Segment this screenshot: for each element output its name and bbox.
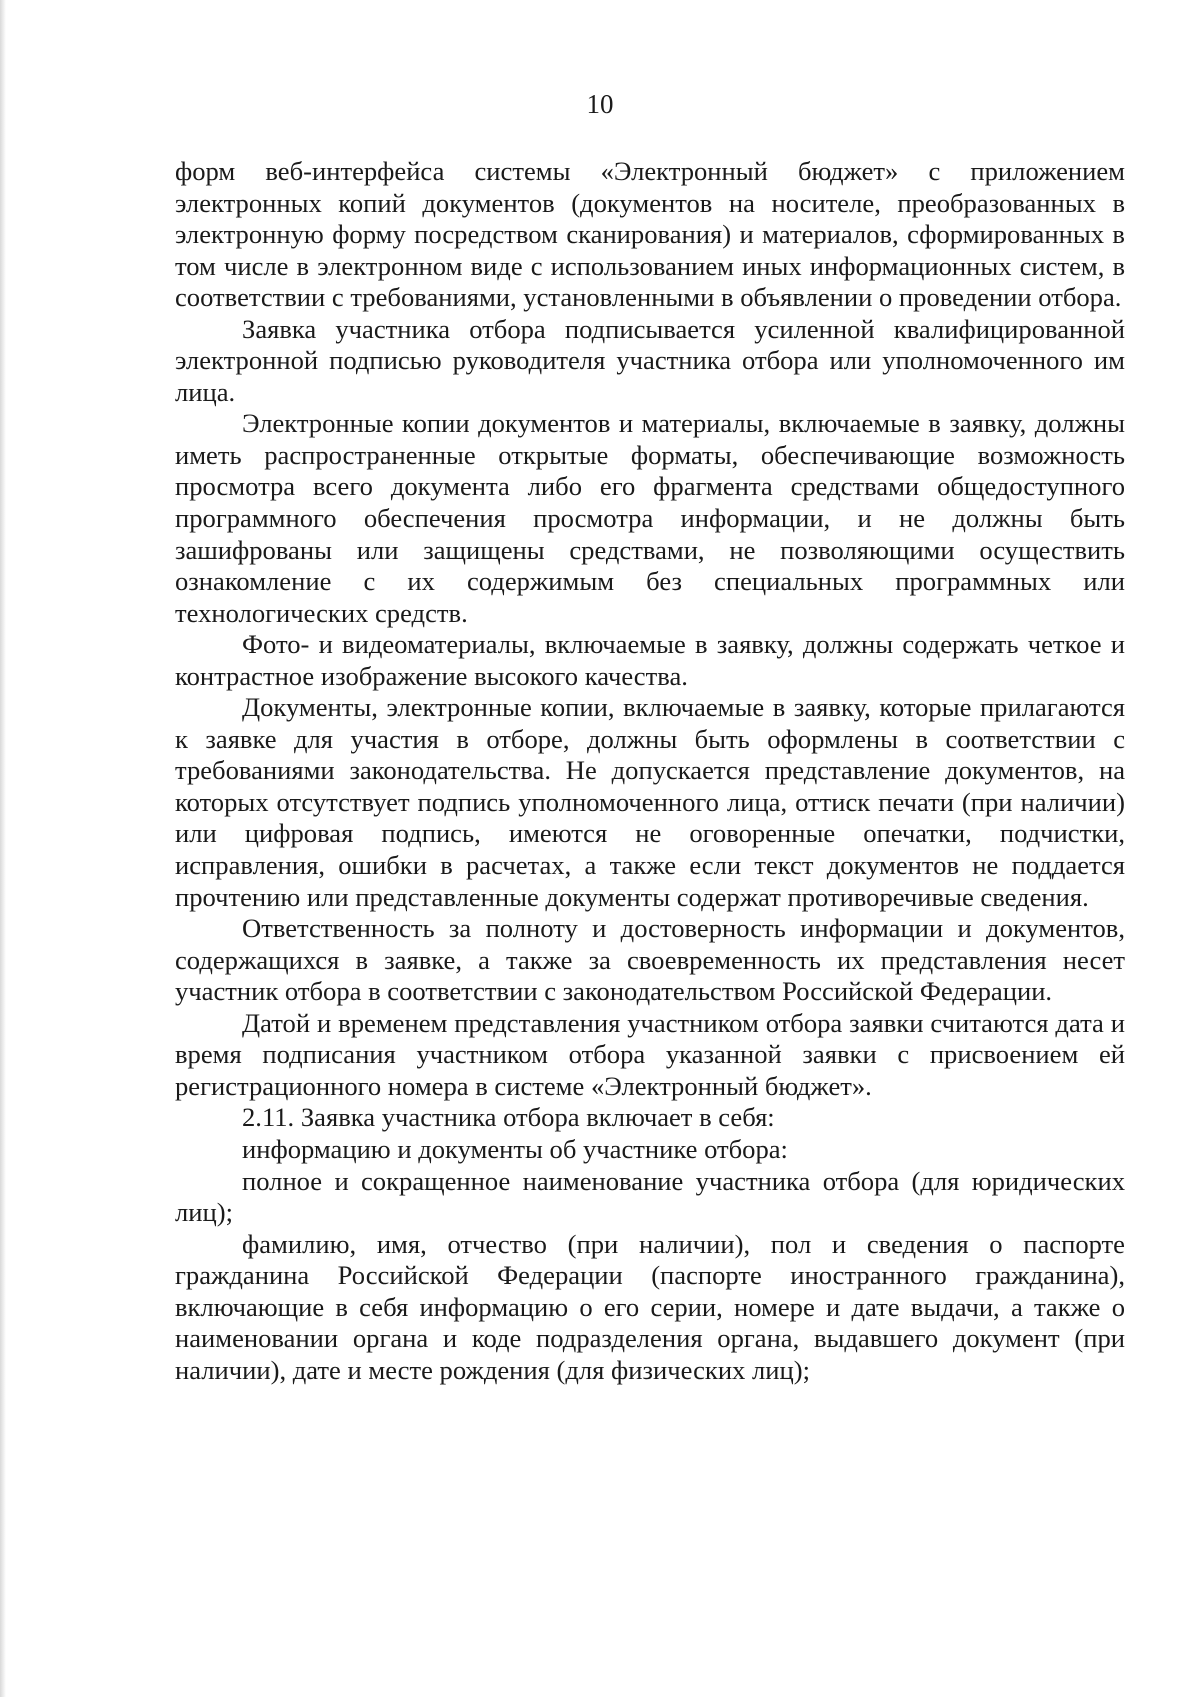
paragraph-participant-info: информацию и документы об участнике отбора: (242, 1133, 788, 1164)
paragraph-individual-passport: фамилию, имя, отчество (при наличии), пол и сведения о паспорте гражданина Российской Федерации (паспорте иностранного гражданина), включающие в себя информацию о его серии, номере и дате выдачи, а также о наименовании органа и коде подразделения органа, выдавшего документ (при наличии), дате и месте рождения (для физических лиц); (175, 1228, 1125, 1385)
document-body (175, 156, 1125, 1386)
paragraph-signature: Заявка участника отбора подписывается усиленной квалифицированной электронной подписью руководителя участника отбора или уполномоченного им лица. (175, 313, 1125, 407)
paragraph-legal-entity-name: полное и сокращенное наименование участника отбора (для юридических лиц); (175, 1165, 1125, 1228)
paragraph-electronic-copies: Электронные копии документов и материалы, включаемые в заявку, должны иметь распространенные открытые форматы, обеспечивающие возможность просмотра всего документа либо его фрагмента средствами общедоступного программного обеспечения просмотра информации, и не должны быть зашифрованы или защищены средствами, не позволяющими осуществить ознакомление с их содержимым без специальных программных или технологических средств. (175, 408, 1125, 628)
scan-edge-shadow (0, 0, 6, 1697)
paragraph-continuation: форм веб-интерфейса системы «Электронный бюджет» с приложением электронных копий документов (документов на носителе, преобразованных в электронную форму посредством сканирования) и материалов, сформированных в том числе в электронном виде с использованием иных информационных систем, в соответствии с требованиями, установленными в объявлении о проведении отбора. (175, 156, 1125, 313)
paragraph-photo-video: Фото- и видеоматериалы, включаемые в заявку, должны содержать четкое и контрастное изображение высокого качества. (175, 629, 1125, 691)
paragraph-section-2-11: 2.11. Заявка участника отбора включает в себя: (242, 1102, 775, 1133)
page-number: 10 (586, 89, 614, 119)
paragraph-documents-requirements: Документы, электронные копии, включаемые в заявку, которые прилагаются к заявке для участия в отборе, должны быть оформлены в соответствии с требованиями законодательства. Не допускается представление документов, на которых отсутствует подпись уполномоченного лица, оттиск печати (при наличии) или цифровая подпись, имеются не оговоренные опечатки, подчистки, исправления, ошибки в расчетах, а также если текст документов не поддается прочтению или представленные документы содержат противоречивые сведения. (175, 692, 1125, 912)
paragraph-responsibility: Ответственность за полноту и достоверность информации и документов, содержащихся в заявке, а также за своевременность их представления несет участник отбора в соответствии с законодательством Российской Федерации. (175, 913, 1125, 1007)
paragraph-submission-date: Датой и временем представления участником отбора заявки считаются дата и время подписания участником отбора указанной заявки с присвоением ей регистрационного номера в системе «Электронный бюджет». (175, 1007, 1125, 1101)
